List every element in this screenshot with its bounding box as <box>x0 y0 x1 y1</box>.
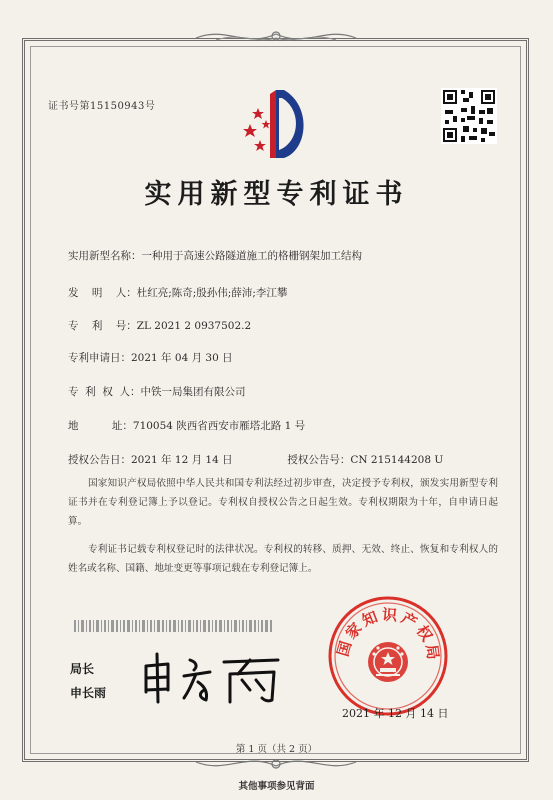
cnipa-emblem-icon <box>236 84 320 164</box>
page-number: 第 1 页（共 2 页） <box>235 744 318 755</box>
handwritten-signature-icon <box>138 648 288 708</box>
barcode-icon <box>74 620 274 632</box>
page-title: 实用新型专利证书 <box>144 179 409 210</box>
legal-notice: 专利证书记载专利权登记时的法律状况。专利权的转移、质押、无效、终止、恢复和专利权人的姓名或名称、国籍、地址变更等事项记载在专利登记簿上。 <box>68 544 498 574</box>
field-application-date <box>68 350 233 365</box>
field-value: 杜红亮;陈奇;殷孙伟;薛沛;李江攀 <box>136 287 288 299</box>
field-label: 实用新型名称： <box>68 250 142 262</box>
signatory-name: 申长雨 <box>70 686 107 700</box>
field-label: 专利申请日： <box>68 352 131 364</box>
field-value: 2021 年 04 月 30 日 <box>131 352 233 364</box>
bottom-ornament-icon <box>186 752 366 774</box>
field-label: 授权公告日： <box>68 454 131 466</box>
field-value: 一种用于高速公路隧道施工的格栅钢架加工结构 <box>141 250 362 262</box>
field-utility-model-name <box>68 248 362 263</box>
field-patent-number <box>68 318 251 333</box>
field-value: ZL 2021 2 0937502.2 <box>136 320 252 332</box>
field-label: 专 利 号： <box>68 320 137 332</box>
announcement-number: CN 215144208 U <box>350 454 444 466</box>
seal-text: 国家知识产权局 <box>333 605 443 664</box>
certificate-number: 证书号第15150943号 <box>48 101 156 112</box>
field-value: 中铁一局集团有限公司 <box>140 386 246 398</box>
field-value: 2021 年 12 月 14 日 <box>131 454 233 466</box>
field-label: 发 明 人： <box>68 287 137 299</box>
qr-code-icon[interactable] <box>441 88 497 144</box>
seal-date: 2021 年 12 月 14 日 <box>342 707 449 720</box>
field-address <box>68 418 305 433</box>
field-patentee <box>68 384 246 399</box>
grant-statement: 国家知识产权局依照中华人民共和国专利法经过初步审查，决定授予专利权，颁发实用新型专利证书并在专利登记簿上予以登记。专利权自授权公告之日起生效。专利权期限为十年，自申请日起算。 <box>68 478 498 527</box>
field-label: 专 利 权 人： <box>68 386 141 398</box>
field-grant-date <box>68 452 443 467</box>
official-seal-icon <box>326 594 450 718</box>
field-inventors <box>68 285 287 300</box>
top-ornament-icon <box>186 26 366 48</box>
signatory-title: 局长 <box>70 662 95 676</box>
field-label: 授权公告号： <box>287 454 351 466</box>
footer-note: 其他事项参见背面 <box>238 781 315 792</box>
field-value: 710054 陕西省西安市雁塔北路 1 号 <box>132 420 306 432</box>
field-label: 地 址： <box>68 420 133 432</box>
